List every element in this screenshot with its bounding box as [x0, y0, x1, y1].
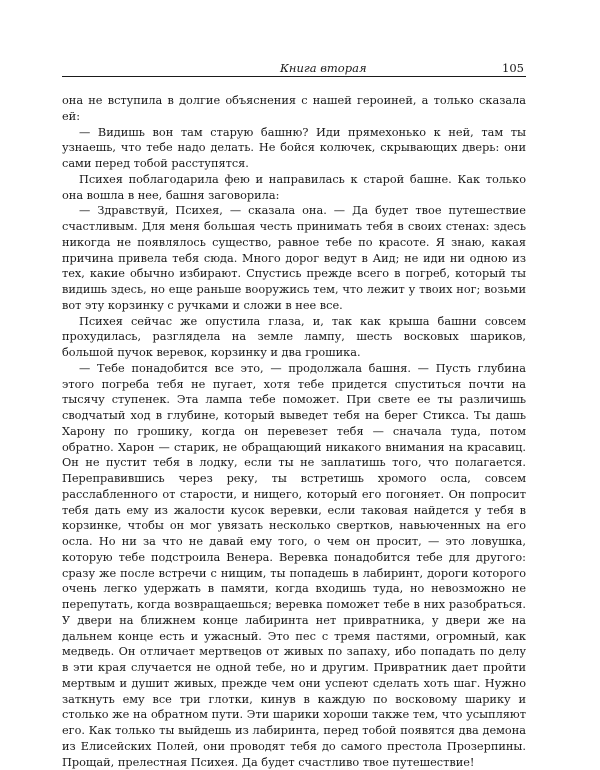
- book-page: [62, 58, 526, 770]
- paragraph: Психея сейчас же опустила глаза, и, так как крыша башни совсем прохудилась, разглядела на земле лампу, шесть восковых шариков, большой пучок веревок, корзинку и два грошика.: [62, 314, 526, 359]
- paragraph: — Тебе понадобится все это, — продолжала башня. — Пусть глубина этого погреба тебя не пугает, хотя тебе придется спуститься почти на тысячу ступенек. Эта лампа тебе поможет. При свете ее ты различишь сводчатый ход в глубине, который выведет тебя на берег Стикса. Ты дашь Харону по грошику, когда он перевезет тебя — сначала туда, потом обратно. Харон — старик, не обращающий никакого внимания на красавиц. Он не пустит тебя в лодку, если ты не заплатишь того, что полагается. Переправившись через реку, ты встретишь хромого осла, совсем расслабленного от старости, и нищего, который его погоняет. Он попросит тебя дать ему из жалости кусок веревки, если таковая найдется у тебя в корзинке, чтобы он мог увязать несколько свертков, навьюченных на его осла. Но ни за что не давай ему того, о чем он просит, — это ловушка, которую тебе подстроила Венера. Веревка понадобится тебе для другого: сразу же после встречи с нищим, ты попадешь в лабиринт, дороги которого очень легко удержать в памяти, когда входишь туда, но невозможно не перепутать, когда возвращаешься; веревка поможет тебе в них разобраться. У двери на ближнем конце лабиринта нет привратника, у двери же на дальнем конце есть и ужасный. Это пес с тремя пастями, огромный, как медведь. Он отличает мертвецов от живых по запаху, ибо попадать по делу в эти края случается не одной тебе, но и другим. Привратник дает пройти мертвым и душит живых, прежде чем они успеют сделать хоть шаг. Нужно заткнуть ему все три глотки, кинув в каждую по восковому шарику и столько же на обратном пути. Эти шарики хороши также тем, что усыпляют его. Как только ты выйдешь из лабиринта, перед тобой появятся два демона из Елисейских Полей, они проводят тебя до самого престола Прозерпины. Прощай, прелестная Психея. Да будет счастливо твое путешествие!: [62, 361, 526, 769]
- chapter-title: Книга вторая: [280, 61, 367, 75]
- body-text: [62, 93, 526, 770]
- paragraph: — Видишь вон там старую башню? Иди прямехонько к ней, там ты узнаешь, что тебе надо делать. Не бойся колючек, скрывающих дверь: они сами перед тобой расступятся.: [62, 125, 526, 170]
- paragraph: она не вступила в долгие объяснения с нашей героиней, а только сказала ей:: [62, 94, 526, 123]
- paragraph: — Здравствуй, Психея, — сказала она. — Да будет твое путешествие счастливым. Для меня большая честь принимать тебя в своих стенах: здесь никогда не появлялось существо, равное тебе по красоте. Я знаю, какая причина привела тебя сюда. Много дорог ведут в Аид; не иди ни одною из тех, какие обычно избирают. Спустись прежде всего в погреб, который ты видишь здесь, но еще раньше вооружись тем, что лежит у твоих ног; возьми вот эту корзинку с ручками и сложи в нее все.: [62, 204, 526, 312]
- running-header: [62, 58, 526, 77]
- page-number: 105: [502, 61, 524, 75]
- paragraph: Психея поблагодарила фею и направилась к старой башне. Как только она вошла в нее, башня заговорила:: [62, 172, 526, 202]
